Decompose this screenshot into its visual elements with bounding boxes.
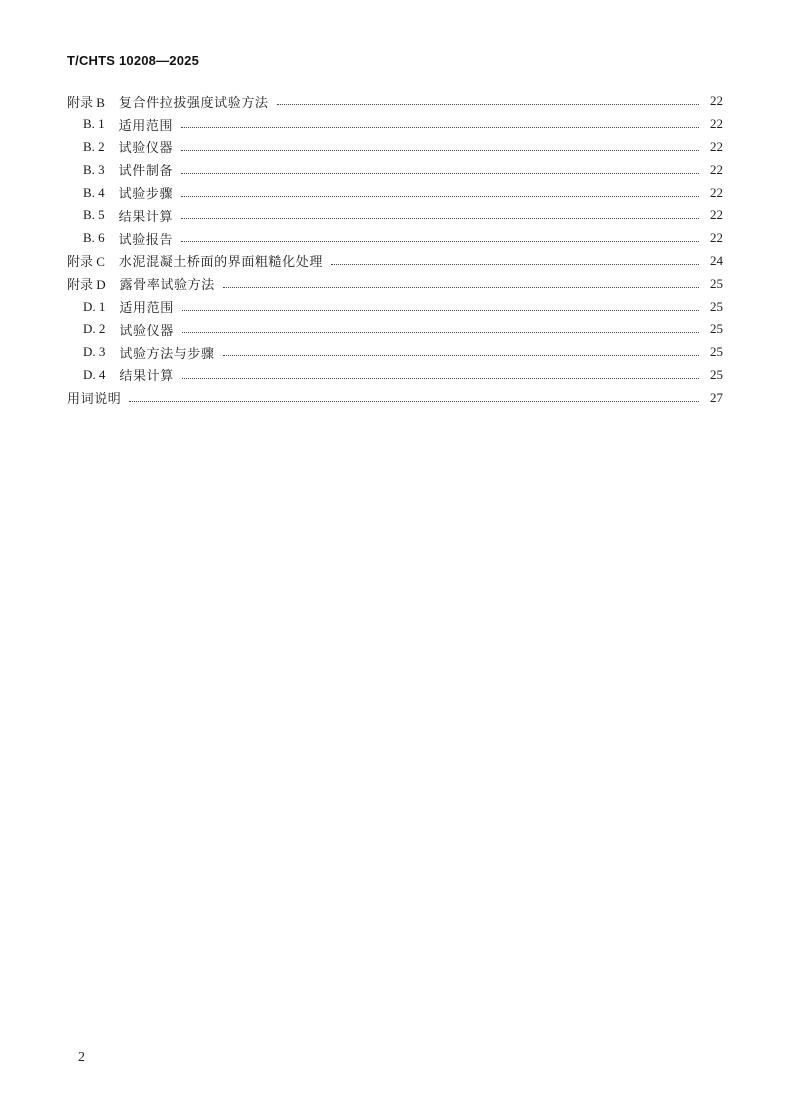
toc-entry-page: 22: [710, 116, 723, 132]
toc-entry-b3[interactable]: [67, 158, 723, 181]
toc-entry-number: D. 4: [83, 366, 106, 382]
toc-entry-number: B. 4: [83, 184, 105, 200]
toc-entry-page: 25: [710, 321, 723, 337]
document-code: T/CHTS 10208—2025: [67, 53, 200, 68]
toc-entry-terminology[interactable]: [67, 386, 723, 409]
toc-entry-page: 22: [710, 230, 723, 246]
toc-leader-dots: [181, 217, 699, 219]
toc-entry-number: B. 5: [83, 207, 105, 223]
toc-leader-dots: [181, 195, 699, 197]
toc-leader-dots: [181, 126, 699, 128]
toc-entry-title: 试件制备: [118, 164, 174, 180]
toc-entry-title: 适用范围: [118, 118, 174, 134]
toc-leader-dots: [182, 309, 699, 311]
toc-entry-b2[interactable]: [67, 136, 723, 159]
toc-entry-number: 附录 D: [67, 277, 106, 293]
toc-entry-title: 试验仪器: [119, 323, 174, 339]
toc-leader-dots: [331, 263, 699, 265]
toc-entry-number: B. 1: [83, 116, 105, 132]
toc-entry-page: 25: [710, 275, 723, 291]
toc-entry-title: 露骨率试验方法: [119, 278, 215, 294]
toc-entry-number: D. 2: [83, 321, 106, 337]
toc-entry-page: 22: [710, 207, 723, 223]
toc-entry-appendix-c[interactable]: [67, 250, 723, 273]
toc-entry-title: 结果计算: [119, 369, 174, 385]
toc-leader-dots: [223, 286, 699, 288]
toc-entry-title: 适用范围: [119, 301, 174, 317]
toc-leader-dots: [223, 354, 699, 356]
toc-entry-b5[interactable]: [67, 204, 723, 227]
toc-entry-number: 附录 C: [67, 254, 105, 270]
toc-entry-page: 22: [710, 161, 723, 177]
toc-entry-title: 用词说明: [67, 392, 122, 408]
toc-entry-d4[interactable]: [67, 364, 723, 387]
toc-entry-title: 复合件拉拔强度试验方法: [118, 95, 269, 111]
toc-entry-title: 试验方法与步骤: [119, 346, 215, 362]
toc-leader-dots: [182, 331, 699, 333]
toc-entry-appendix-d[interactable]: [67, 272, 723, 295]
toc-entry-page: 25: [710, 366, 723, 382]
toc-entry-title: 试验步骤: [118, 187, 174, 203]
toc-entry-b1[interactable]: [67, 113, 723, 136]
toc-entry-title: 水泥混凝土桥面的界面粗糙化处理: [118, 255, 323, 271]
toc-entry-number: D. 1: [83, 298, 106, 314]
toc-entry-number: B. 3: [83, 161, 105, 177]
toc-entry-page: 27: [710, 389, 723, 405]
toc-entry-page: 22: [710, 93, 723, 109]
toc-entry-d2[interactable]: [67, 318, 723, 341]
toc-leader-dots: [277, 103, 699, 105]
toc-entry-page: 25: [710, 344, 723, 360]
toc-entry-title: 试验仪器: [118, 141, 174, 157]
toc-entry-number: D. 3: [83, 344, 106, 360]
toc-entry-d1[interactable]: [67, 295, 723, 318]
toc-entry-page: 22: [710, 184, 723, 200]
toc-entry-page: 25: [710, 298, 723, 314]
page-number: 2: [78, 1050, 85, 1065]
toc-leader-dots: [181, 149, 699, 151]
toc-leader-dots: [182, 377, 699, 379]
toc-entry-number: B. 6: [83, 230, 105, 246]
toc-entry-d3[interactable]: [67, 341, 723, 364]
toc-entry-number: B. 2: [83, 138, 105, 154]
toc-leader-dots: [129, 400, 699, 402]
toc-entry-page: 24: [710, 252, 723, 268]
table-of-contents: [67, 90, 723, 409]
toc-entry-number: 附录 B: [67, 94, 105, 110]
toc-entry-appendix-b[interactable]: [67, 90, 723, 113]
toc-leader-dots: [181, 172, 699, 174]
toc-entry-b4[interactable]: [67, 181, 723, 204]
toc-entry-title: 试验报告: [118, 232, 174, 248]
toc-entry-title: 结果计算: [118, 209, 174, 225]
toc-leader-dots: [181, 240, 699, 242]
toc-entry-b6[interactable]: [67, 227, 723, 250]
toc-entry-page: 22: [710, 138, 723, 154]
